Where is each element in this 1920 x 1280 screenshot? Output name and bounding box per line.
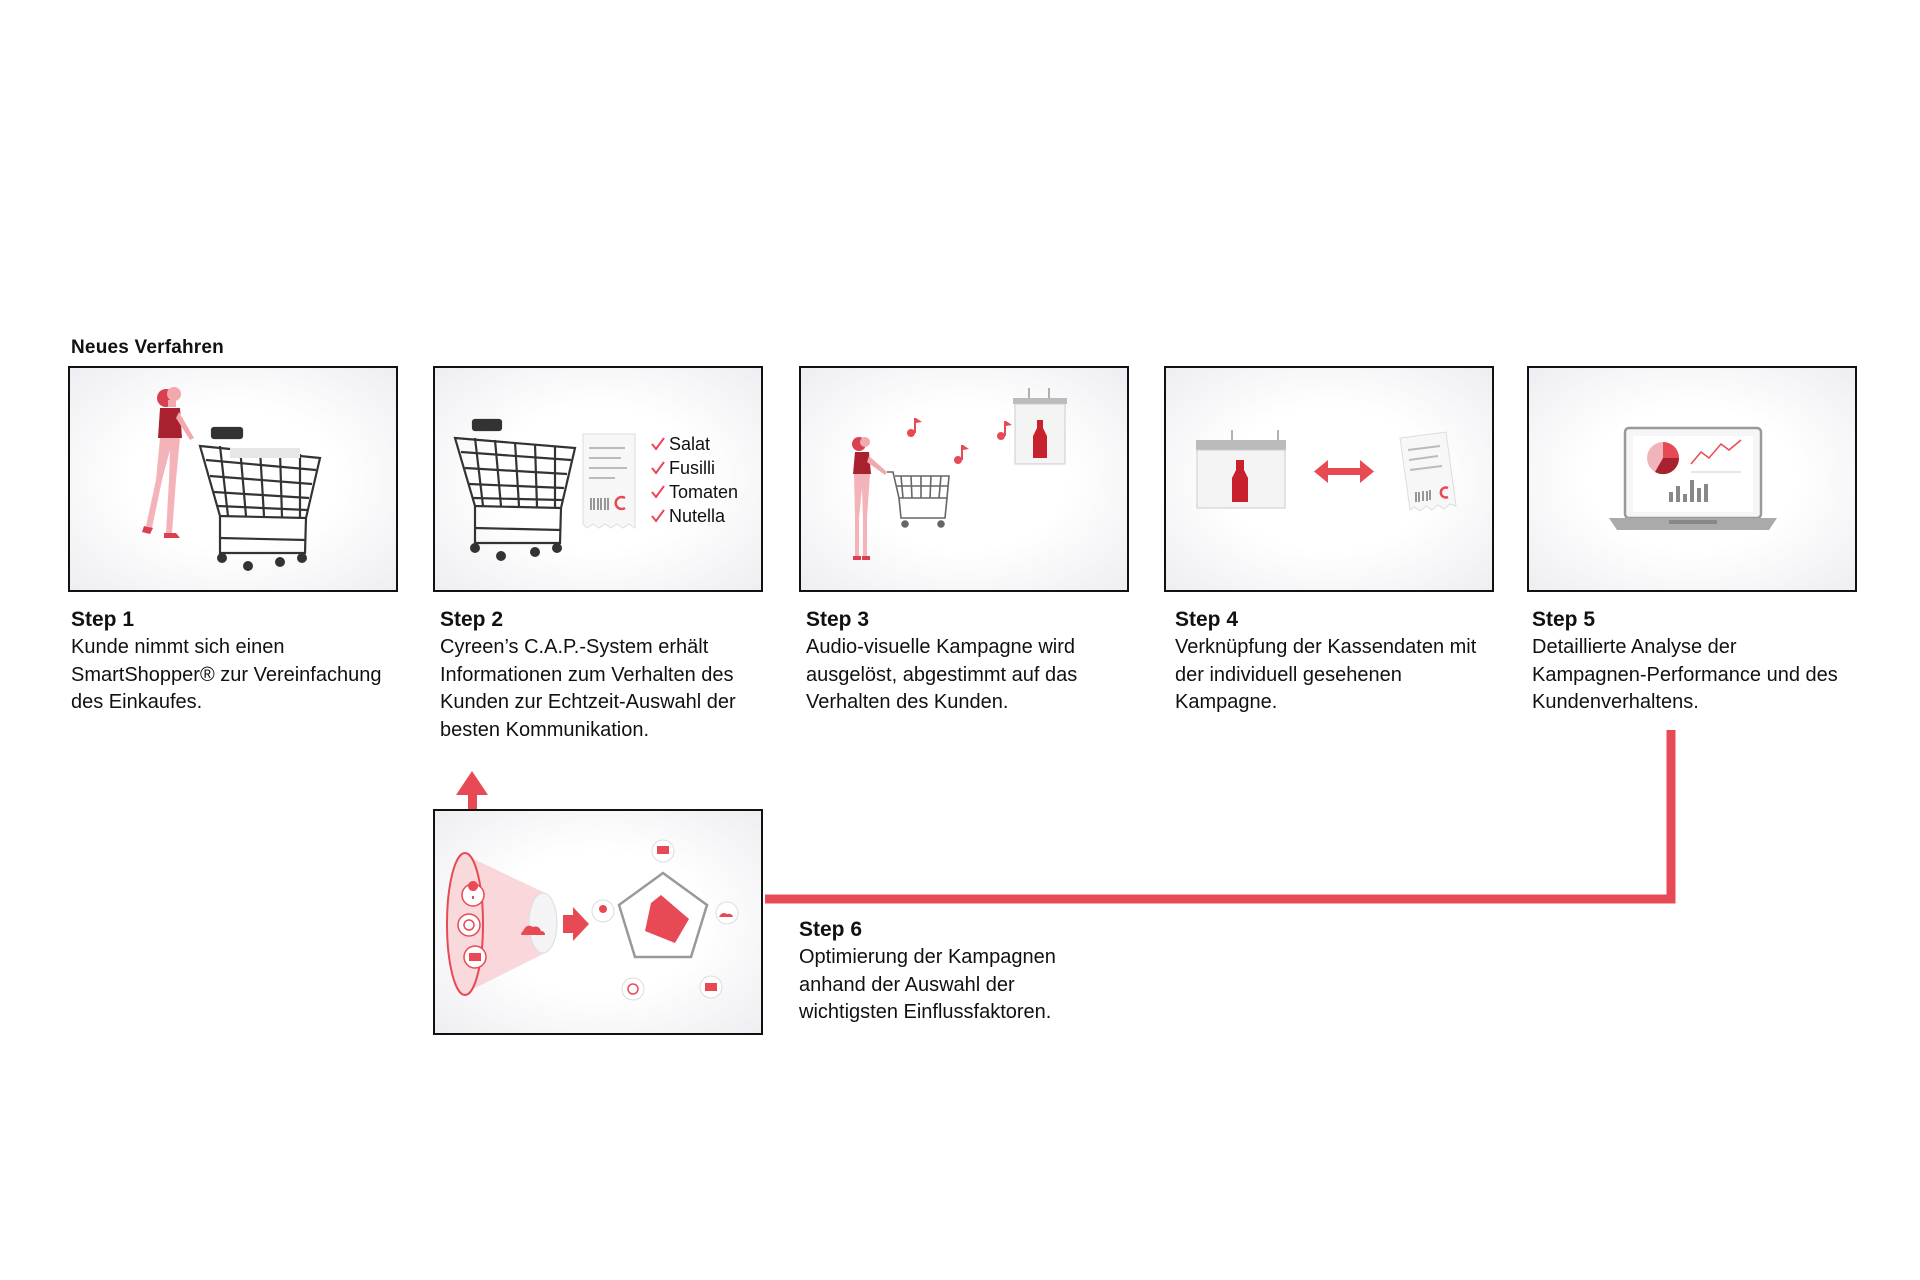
description-line: Verknüpfung der Kassendaten mit: [1175, 636, 1477, 658]
funnel-icon: [447, 853, 557, 995]
section-title: Neues Verfahren: [71, 337, 224, 358]
description-line: des Einkaufes.: [71, 691, 203, 713]
description-line: ausgelöst, abgestimmt auf das: [806, 663, 1078, 686]
list-item: Nutella: [669, 506, 726, 526]
list-item: Tomaten: [669, 482, 739, 502]
list-item: Salat: [669, 434, 711, 454]
step-1-description: [71, 634, 401, 717]
description-line: Informationen zum Verhalten des: [440, 663, 734, 686]
step-2-image: [433, 366, 763, 592]
woman-figure: [852, 437, 887, 560]
cart-icon: [455, 420, 575, 543]
step-5-image: [1527, 366, 1857, 592]
description-line: der individuell gesehenen: [1175, 663, 1402, 686]
description-line: Kunden zur Echtzeit-Auswahl der: [440, 691, 736, 713]
step-2-description: [440, 634, 770, 744]
cart-icon: [200, 428, 320, 553]
receipt-icon: [583, 434, 635, 528]
step-4-title: Step 4: [1175, 608, 1239, 631]
feedback-line: [765, 730, 1671, 899]
step-6-image: [433, 809, 763, 1035]
step-3-description: [806, 634, 1136, 717]
description-line: Kampagnen-Performance und des: [1532, 663, 1838, 686]
description-line: Cyreen’s C.A.P.-System erhält: [440, 636, 709, 658]
pie-chart-icon: [1647, 442, 1679, 474]
step-3-image: [799, 366, 1129, 592]
description-line: Verhalten des Kunden.: [806, 691, 1009, 713]
double-arrow-icon: [1314, 460, 1374, 483]
step-1-image: [68, 366, 398, 592]
description-line: anhand der Auswahl der: [799, 973, 1015, 996]
description-line: Kundenverhaltens.: [1532, 691, 1699, 713]
laptop-icon: [1609, 428, 1777, 530]
description-line: Optimierung der Kampagnen: [799, 946, 1056, 968]
cart-wheels: [217, 553, 307, 571]
description-line: Audio-visuelle Kampagne wird: [806, 636, 1076, 658]
list-item: Fusilli: [669, 458, 716, 478]
step-2-title: Step 2: [440, 608, 504, 631]
receipt-icon: [1400, 432, 1456, 511]
step-5-title: Step 5: [1532, 608, 1596, 631]
step-6-description: [799, 944, 1129, 1027]
display-screen-icon: [1196, 430, 1286, 508]
step-5-description: [1532, 634, 1892, 717]
up-arrow-head: [456, 771, 488, 795]
step-1-title: Step 1: [71, 608, 135, 631]
cart-icon: [887, 472, 949, 527]
description-line: Detaillierte Analyse der: [1532, 636, 1737, 658]
step-4-description: [1175, 634, 1505, 717]
description-line: besten Kommunikation.: [440, 718, 650, 741]
shopping-checklist: [652, 434, 738, 526]
step-6-title: Step 6: [799, 918, 863, 941]
description-line: SmartShopper® zur Vereinfachung: [71, 663, 382, 686]
step-4-image: [1164, 366, 1494, 592]
description-line: Kampagne.: [1175, 691, 1278, 713]
description-line: wichtigsten Einflussfaktoren.: [799, 1001, 1052, 1023]
description-line: Kunde nimmt sich einen: [71, 636, 285, 658]
cart-wheels: [470, 543, 562, 561]
step-3-title: Step 3: [806, 608, 870, 631]
right-arrow-icon: [563, 907, 589, 941]
music-note-icon: [907, 418, 1012, 464]
up-arrow-shaft: [468, 789, 477, 810]
pentagon-diagram: [592, 840, 738, 1000]
display-screen-icon: [1013, 388, 1067, 464]
woman-figure: [142, 387, 194, 538]
